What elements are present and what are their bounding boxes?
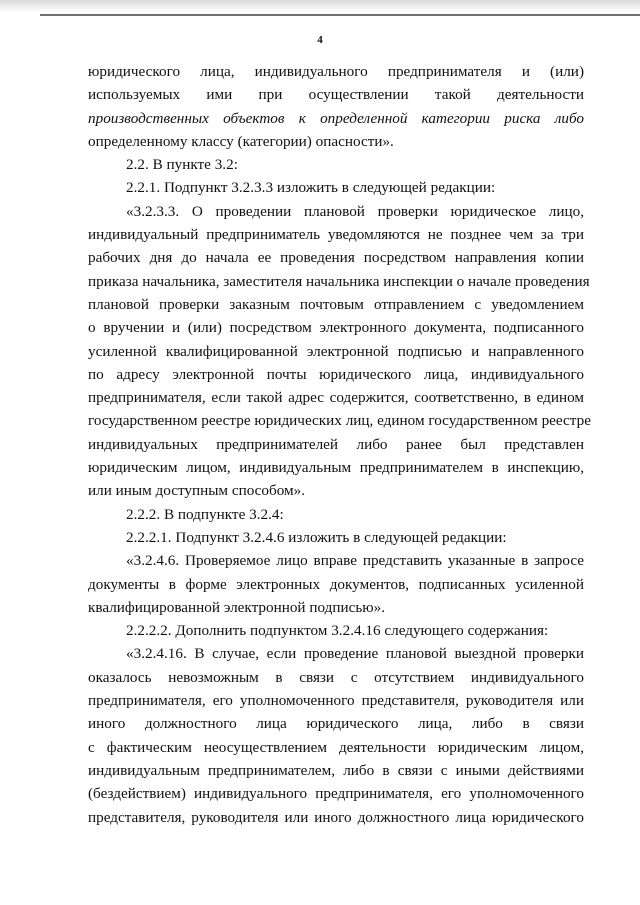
text-line: (бездействием) индивидуального предпринимателя, его уполномоченного xyxy=(88,785,584,803)
text-line: предпринимателя, если такой адрес содержится, соответственно, в едином xyxy=(88,389,584,407)
text-line: приказа начальника, заместителя начальника инспекции о начале проведения xyxy=(88,272,590,290)
text-line: по адресу электронной почты юридического лица, индивидуального xyxy=(88,365,584,383)
paragraph-continuation xyxy=(88,60,584,153)
text-line: квалифицированной электронной подписью». xyxy=(88,598,386,616)
text-line: 2.2.1. Подпункт 3.2.3.3 изложить в следующей редакции: xyxy=(126,179,496,197)
text-line: рабочих дня до начала ее проведения посредством направления копии xyxy=(88,249,584,267)
text-line: предпринимателя, его уполномоченного представителя, руководителя или xyxy=(88,692,584,710)
paragraph-3-2-4-6 xyxy=(88,549,584,619)
paragraph-2-2-2-2 xyxy=(88,619,584,642)
text-line: о вручении и (или) посредством электронного документа, подписанного xyxy=(88,319,584,337)
text-line: «3.2.4.6. Проверяемое лицо вправе представить указанные в запросе xyxy=(126,552,584,570)
text-line: с фактическим неосуществлением деятельности юридическим лицом, xyxy=(88,738,584,756)
text-line: используемых ими при осуществлении такой деятельности xyxy=(88,86,584,104)
page-number: 4 xyxy=(317,34,323,46)
text-line: 2.2. В пункте 3.2: xyxy=(126,156,238,174)
paragraph-3-2-4-16 xyxy=(88,642,584,828)
paragraph-2-2-2 xyxy=(88,503,584,526)
text-line: юридическим лицом, индивидуальным предпринимателем в инспекцию, xyxy=(88,459,584,477)
paragraph-3-2-3-3 xyxy=(88,200,591,503)
text-line: оказалось невозможным в связи с отсутствием индивидуального xyxy=(88,668,584,686)
text-line: индивидуальный предприниматель уведомляются не позднее чем за три xyxy=(88,226,584,244)
text-line: индивидуальным предпринимателем, либо в связи с иными действиями xyxy=(88,761,584,779)
text-line: документы в форме электронных документов, подписанных усиленной xyxy=(88,575,584,593)
text-line: иного должностного лица юридического лица, либо в связи xyxy=(88,715,584,733)
text-line: «3.2.3.3. О проведении плановой проверки юридическое лицо, xyxy=(126,202,584,220)
text-line: усиленной квалифицированной электронной подписью и направленного xyxy=(88,342,584,360)
text-line: производственных объектов к определенной категории риска либо xyxy=(88,109,584,127)
text-line: 2.2.2. В подпункте 3.2.4: xyxy=(126,505,284,523)
document-body xyxy=(88,60,591,829)
paragraph-2-2-1 xyxy=(88,176,584,199)
text-line: определенному классу (категории) опасности». xyxy=(88,132,394,150)
scan-top-rule xyxy=(40,14,640,16)
text-line: государственном реестре юридических лиц, едином государственном реестре xyxy=(88,412,591,430)
paragraph-2-2-2-1 xyxy=(88,526,584,549)
scan-top-shadow xyxy=(0,0,640,12)
text-line: плановой проверки заказным почтовым отправлением с уведомлением xyxy=(88,295,584,313)
text-line: 2.2.2.2. Дополнить подпунктом 3.2.4.16 следующего содержания: xyxy=(126,622,549,640)
paragraph-heading-2-2 xyxy=(88,153,584,176)
text-line: или иным доступным способом». xyxy=(88,482,306,500)
text-line: юридического лица, индивидуального предпринимателя и (или) xyxy=(88,63,584,80)
text-line: «3.2.4.16. В случае, если проведение плановой выездной проверки xyxy=(126,645,584,663)
text-line: индивидуальных предпринимателей либо ранее был представлен xyxy=(88,435,584,453)
text-line: представителя, руководителя или иного должностного лица юридического xyxy=(88,808,584,826)
text-line: 2.2.2.1. Подпункт 3.2.4.6 изложить в следующей редакции: xyxy=(126,528,507,546)
